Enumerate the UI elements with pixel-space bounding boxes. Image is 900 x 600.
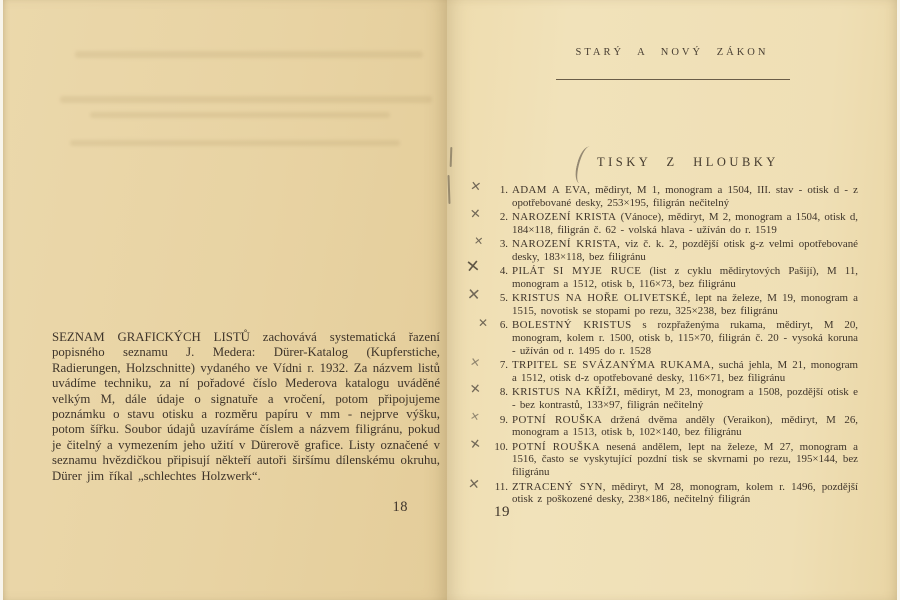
catalog-list <box>464 178 859 508</box>
pencil-x-mark: ✕ <box>466 284 482 305</box>
item-title: PILÁT SI MYJE RUCE <box>512 265 642 278</box>
item-text: nesená andělem, lept na železe, M 27, monogram a 1516, často se vyskytující pozdní tisk se skvrnami po rezu, 195×144, bez filigránu <box>512 440 858 479</box>
running-header: STARÝ A NOVÝ ZÁKON <box>575 47 769 58</box>
item-text: (list z cyklu mědirytových Pašijí), M 11, monogram a 1512, otisk b, 116×73, bez filigránu <box>512 265 858 291</box>
item-number: 11. <box>494 480 508 493</box>
item-text: držená dvěma anděly (Veraikon), mědiryt, M 26, monogram a 1513, otisk b, 102×140, bez filigránu <box>512 413 858 439</box>
item-text: , mědiryt, M 1, monogram a 1504, III. stav - otisk d - z opotřebované desky, 253×195, filigrán nečitelný <box>512 184 858 209</box>
item-title: POTNÍ ROUŠKA <box>512 440 600 453</box>
item-number: 6. <box>499 319 508 332</box>
pencil-x-mark: ✕ <box>478 316 489 331</box>
item-title: KRISTUS NA KŘÍŽI <box>512 386 617 399</box>
pencil-x-mark: ✕ <box>468 436 482 453</box>
item-number: 10. <box>494 440 508 453</box>
item-title: ADAM A EVA <box>512 184 588 196</box>
list-item <box>478 316 858 358</box>
list-item <box>473 234 858 264</box>
item-number: 8. <box>499 386 508 399</box>
item-number: 1. <box>499 184 508 196</box>
list-item <box>468 436 858 479</box>
item-text: (Vánoce), mědiryt, M 2, monogram a 1504, otisk d, 184×118, filigrán č. 62 - volská hlava - užíván do r. 1519 <box>512 211 858 236</box>
item-text: , lept na železe, M 19, monogram a 1515, novotisk se stopami po rezu, 325×238, bez filigránu <box>512 292 859 318</box>
pencil-x-mark: ✕ <box>473 234 484 249</box>
pencil-x-mark: ✕ <box>469 409 481 424</box>
item-number: 4. <box>499 265 508 278</box>
list-item <box>469 382 858 412</box>
item-number: 7. <box>499 359 508 372</box>
showthrough-line <box>70 140 400 146</box>
pencil-x-mark: ✕ <box>467 475 481 493</box>
list-item <box>469 409 858 440</box>
page-number-right: 19 <box>494 504 510 520</box>
item-title: KRISTUS NA HOŘE OLIVETSKÉ <box>512 292 688 305</box>
showthrough-line <box>90 112 390 118</box>
item-number: 3. <box>499 238 508 251</box>
item-title: NAROZENÍ KRISTA <box>512 238 618 251</box>
pencil-x-mark: ✕ <box>464 256 482 279</box>
item-text: , mědiryt, M 23, monogram a 1508, pozdější otisk e - bez kontrastů, 133×97, filigrán nečitelný <box>512 386 858 412</box>
pencil-x-mark: ✕ <box>468 355 482 371</box>
item-title: ZTRACENÝ SYN <box>512 480 603 493</box>
pencil-x-mark: ✕ <box>469 206 482 223</box>
list-item <box>469 206 858 237</box>
item-number: 2. <box>499 211 508 224</box>
list-item <box>468 355 858 385</box>
item-title: NAROZENÍ KRISTA <box>512 211 617 224</box>
showthrough-line <box>75 51 423 58</box>
item-title: POTNÍ ROUŠKA <box>512 413 603 426</box>
item-text: , suchá jehla, M 21, monogram a 1512, otisk d-z opotřebované desky, 116×71, bez filigránu <box>512 359 858 385</box>
item-text: , mědiryt, M 28, monogram, kolem r. 1496, pozdější otisk z poškozené desky, 238×186, nečitelný filigrán <box>512 480 859 506</box>
item-number: 9. <box>499 413 508 426</box>
item-title: TRPITEL SE SVÁZANÝMA RUKAMA <box>512 359 712 372</box>
intro-paragraph: SEZNAM GRAFICKÝCH LISTŮ zachovává systematická řazení popisného seznamu J. Medera: Dürer-Katalog (Kupferstiche, Radierungen, Holzschnitte) vydaného ve Vídni r. 1932. Za názvem listů uvádíme techniku, za ní pořadové číslo Mederova katalogu uváděné velkým M, dále údaje o signatuře a vročení, potom připojujeme poznámku o stavu otisku a rozměru papíru v mm - nejprve výšku, potom šířku. Soubor údajů uzavíráme číslem a názvem filigránu, pokud je čitelný a vymezením jeho užití v Dürerově grafice. Listy označené v seznamu hvězdičkou připisují někteří autoři širšímu dílenskému okruhu, Dürer jim říkal „schlechtes Holzwerk“. <box>52 330 440 483</box>
showthrough-line <box>60 96 432 103</box>
item-title: BOLESTNÝ KRISTUS <box>512 319 632 332</box>
list-item <box>469 178 858 210</box>
list-item <box>466 284 859 318</box>
page-number-left: 18 <box>392 499 408 515</box>
item-text: s rozpřaženýma rukama, mědiryt, M 20, monogram, kolem r. 1500, otisk b, 115×70, filigrán č. 20 - vysoká koruna - užíván od r. 1495 do r. 1528 <box>512 319 858 358</box>
pencil-x-mark: ✕ <box>469 382 482 399</box>
pencil-x-mark: ✕ <box>469 178 483 196</box>
item-number: 5. <box>499 292 508 305</box>
list-item <box>464 256 858 291</box>
header-rule <box>556 79 790 80</box>
item-text: , viz č. k. 2, pozdější otisk g-z velmi opotřebované desky, 183×118, bez filigránu <box>512 238 858 263</box>
section-title: TISKY Z HLOUBKY <box>597 155 779 169</box>
list-item <box>467 475 859 507</box>
